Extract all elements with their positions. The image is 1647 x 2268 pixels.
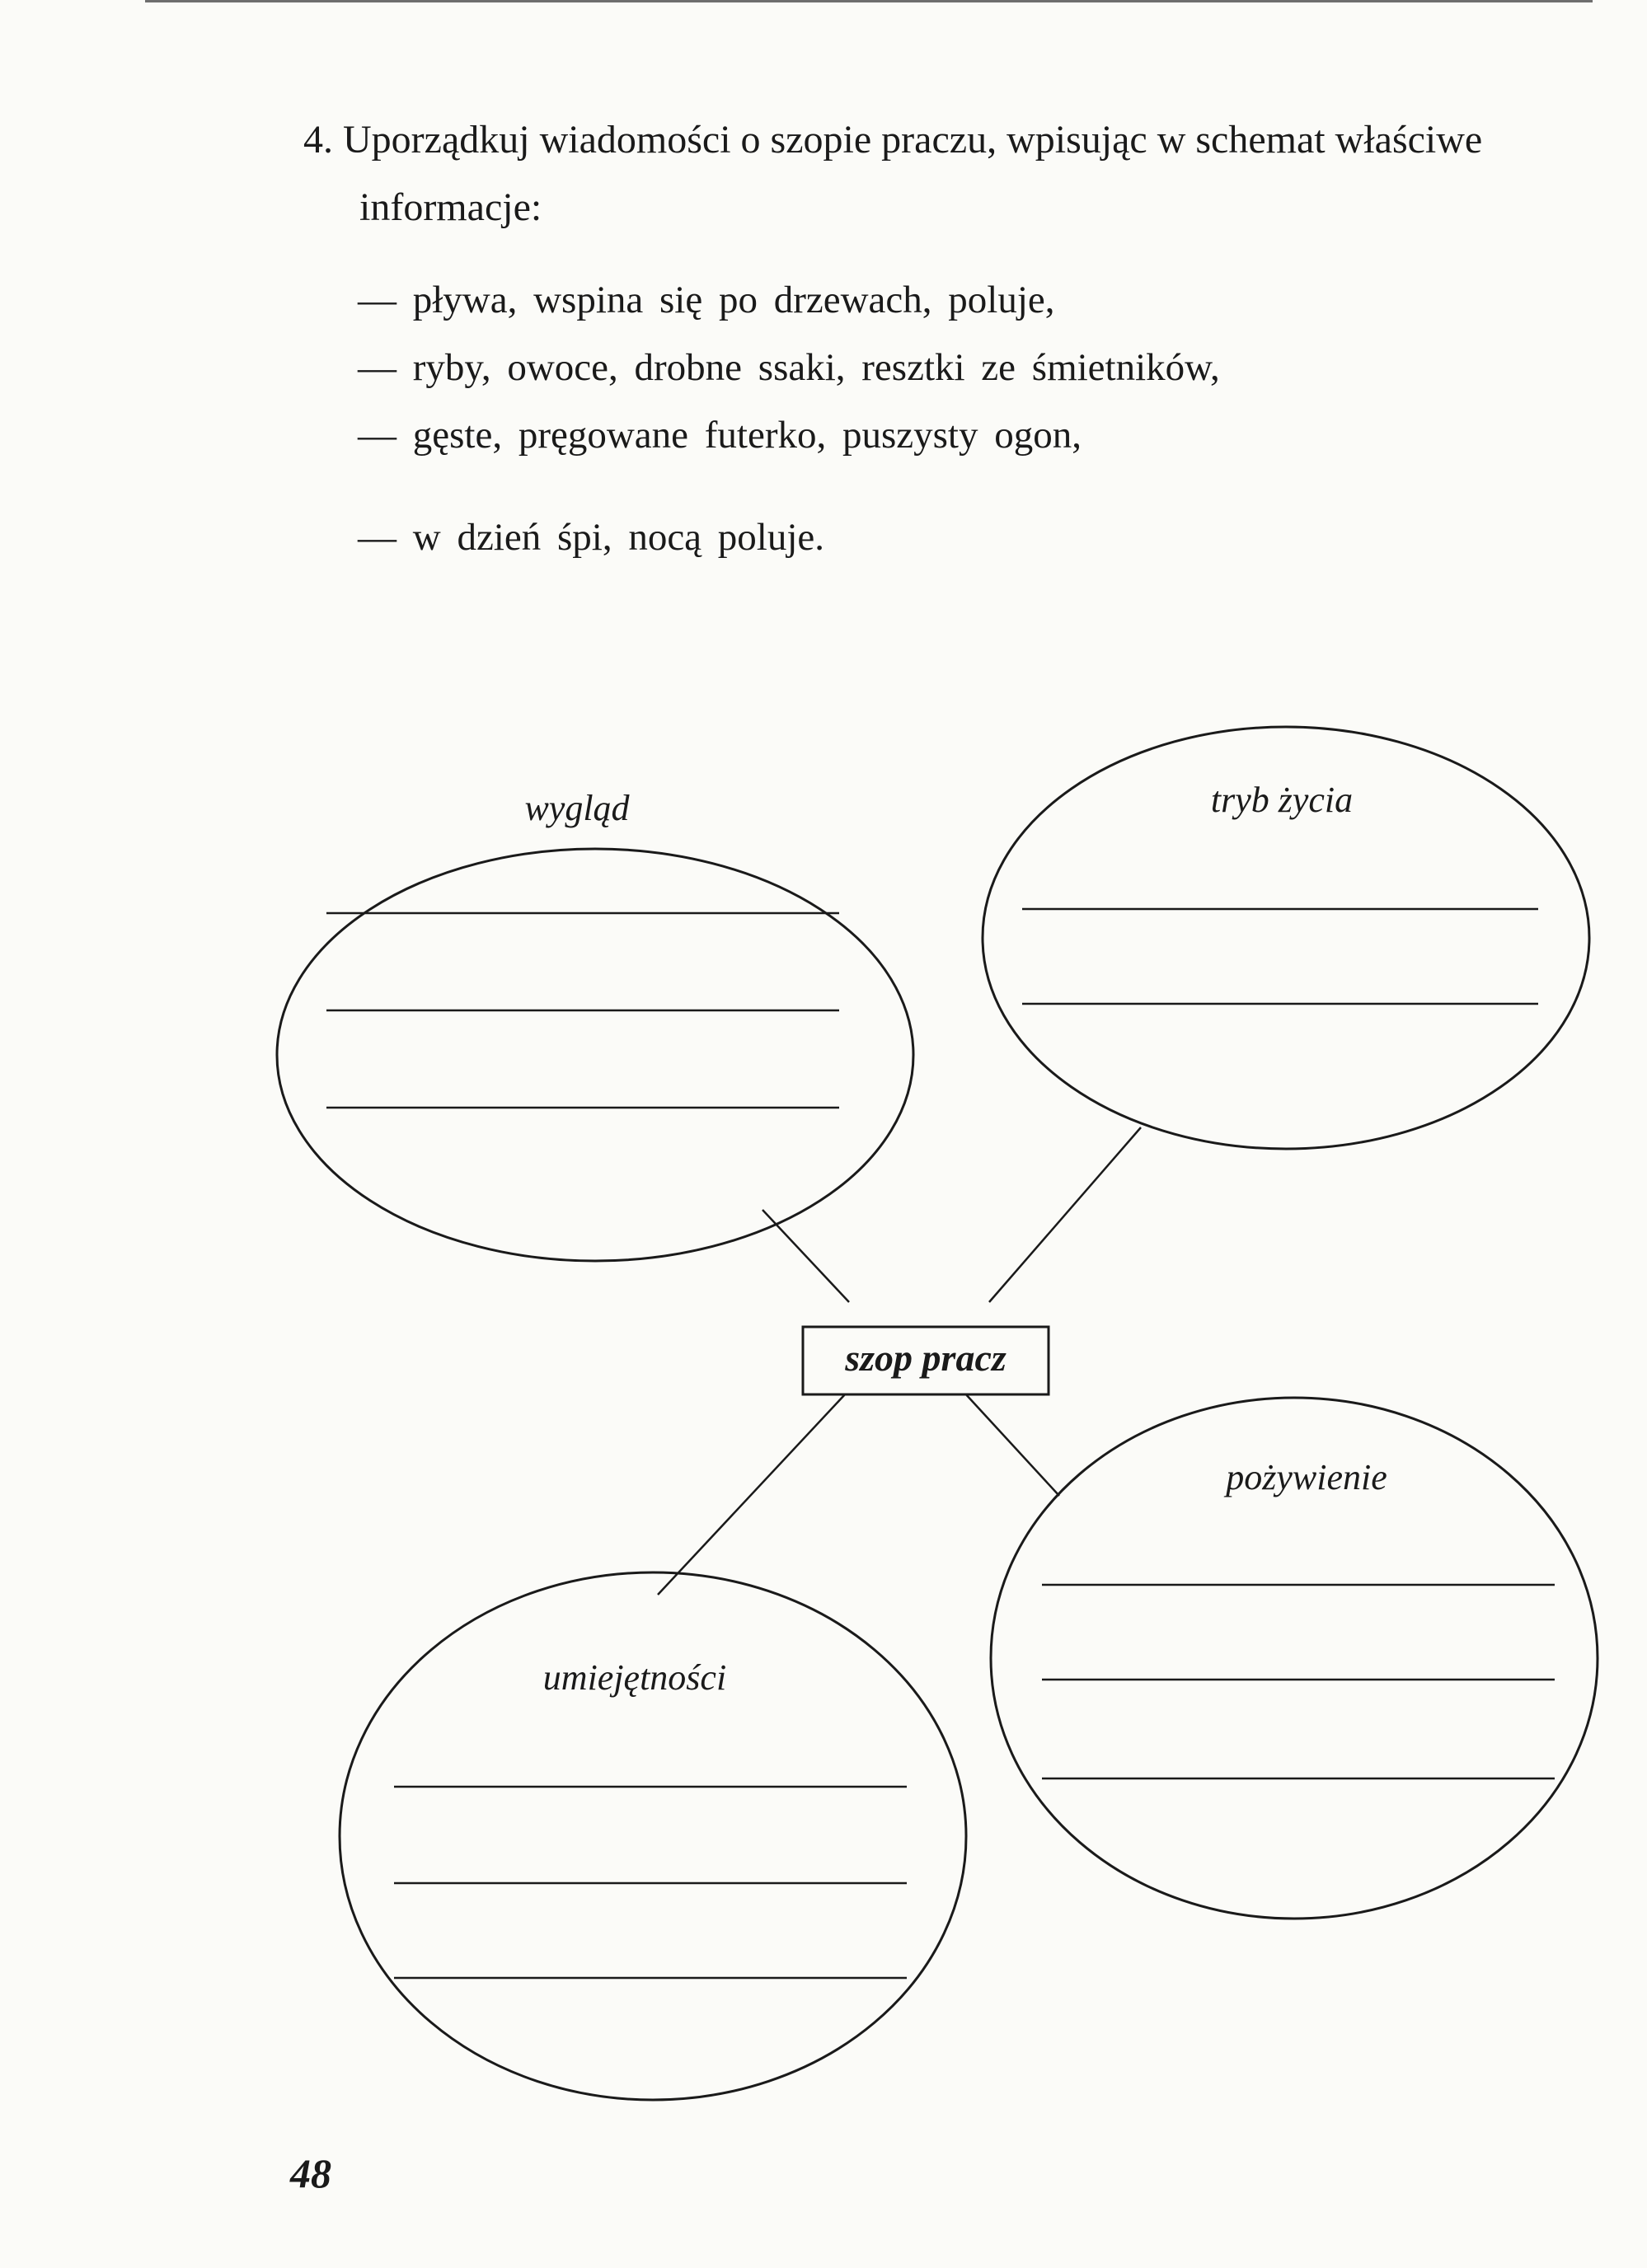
category-label-tryb-zycia: tryb życia <box>1210 780 1354 820</box>
category-label-pozywienie: pożywienie <box>1226 1457 1387 1497</box>
ellipse-tryb-zycia <box>983 727 1589 1149</box>
ellipse-umiejetnosci <box>340 1572 966 2100</box>
task-instruction-line2: informacje: <box>359 185 542 229</box>
connector-umiejetnosci <box>658 1394 845 1595</box>
center-node <box>803 1327 1049 1394</box>
option-lifestyle: — w dzień śpi, nocą poluje. <box>358 516 825 559</box>
connector-pozywienie <box>964 1393 1059 1496</box>
ellipse-outline <box>277 849 913 1261</box>
task-instruction: Uporządkuj wiadomości o szopie praczu, wpisując w schemat właściwe <box>343 118 1483 162</box>
ellipse-outline <box>340 1572 966 2100</box>
category-label-wyglad: wygląd <box>524 788 630 828</box>
option-appearance: — gęste, pręgowane futerko, puszysty ogon, <box>358 414 1082 457</box>
category-label-umiejetnosci: umiejętności <box>542 1657 727 1698</box>
center-label: szop pracz <box>845 1337 1006 1379</box>
task-number: 4. <box>303 118 333 162</box>
option-food: — ryby, owoce, drobne ssaki, resztki ze śmietników, <box>358 346 1220 389</box>
option-activities: — pływa, wspina się po drzewach, poluje, <box>358 279 1055 321</box>
page-number: 48 <box>290 2150 331 2196</box>
ellipse-wyglad <box>277 788 913 1261</box>
connector-tryb-zycia <box>989 1127 1141 1302</box>
ellipse-pozywienie <box>991 1398 1598 1919</box>
